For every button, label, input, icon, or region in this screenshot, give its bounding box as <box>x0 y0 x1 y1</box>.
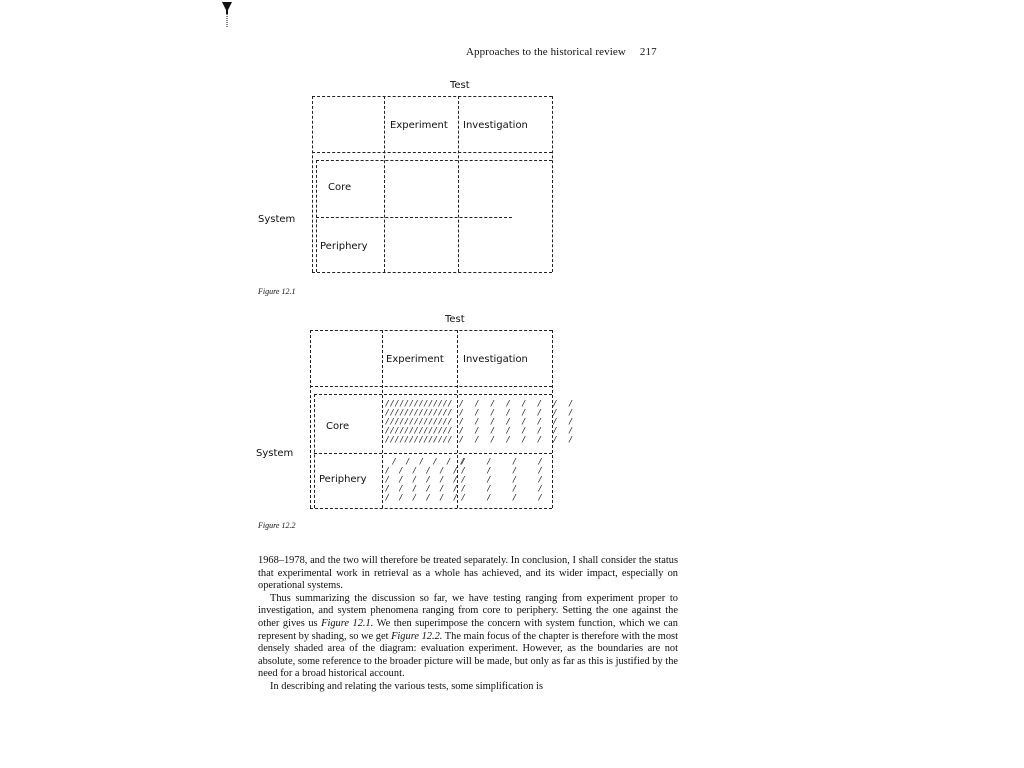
figure2-col-experiment: Experiment <box>386 354 444 365</box>
figure1-system-label: System <box>258 214 296 225</box>
scan-corner-mark <box>222 2 232 28</box>
figure1-border-bottom <box>312 272 552 273</box>
figure1-col-divider-1 <box>384 96 385 272</box>
figure2-row-divider <box>314 453 552 454</box>
figure2-border-top <box>310 330 552 331</box>
figure2-system-label: System <box>256 448 294 459</box>
figure1-border-right <box>552 96 553 272</box>
paragraph-3: In describing and relating the various tests, some simplification is <box>270 680 543 692</box>
figure1-row-periphery: Periphery <box>320 241 368 252</box>
figure2-shading-periphery-experiment: / / / / / / / / / / / / / / / / / / / / / / / / / / / / / / <box>385 457 467 502</box>
figure1-col-investigation: Investigation <box>463 120 528 131</box>
figure2-col-investigation: Investigation <box>463 354 528 365</box>
page-number: 217 <box>639 46 657 58</box>
figure1-test-label: Test <box>450 80 470 91</box>
figure2-row-core: Core <box>326 421 350 432</box>
figure2-row-periphery: Periphery <box>319 474 367 485</box>
paragraph-1: 1968–1978, and the two will therefore be treated separately. In conclusion, I shall consider the status that experimental work in retrieval as a whole has achieved, and its wider impact, especially on operational systems. <box>258 555 678 592</box>
figure1-col-experiment: Experiment <box>390 120 448 131</box>
figure2-shading-core-investigation: / / / / / / / / / / / / / / / / / / / / / / / / / / / / / / / / / / / / / / / / <box>459 399 577 444</box>
figure-12-1-reference: Figure 12.1. <box>321 617 374 629</box>
paragraph-2 <box>258 593 678 681</box>
figure2-shading-periphery-investigation: / / / / / / / / / / / / / / / / / / / / <box>461 457 551 502</box>
figure1-row-core: Core <box>328 182 352 193</box>
figure1-inner-left <box>316 160 317 272</box>
paragraph-2-part-b: We then superimpose the concern with system function, which we can represent by shading, so we get <box>258 617 678 642</box>
figure2-test-label: Test <box>445 314 465 325</box>
figure1-border-left <box>312 96 313 272</box>
figure2-col-divider-1 <box>382 330 383 508</box>
figure-12-2-reference: Figure 12.2. <box>391 630 443 642</box>
figure2-inner-left <box>314 394 315 508</box>
figure2-shading-core-experiment: ////////////// ////////////// ////////////// ////////////// ////////////// <box>385 399 453 444</box>
body-text <box>258 555 678 694</box>
figure1-caption: Figure 12.1 <box>258 287 296 296</box>
figure2-border-left <box>310 330 311 508</box>
figure1-col-divider-2 <box>458 96 459 272</box>
paragraph-2-part-a: Thus summarizing the discussion so far, we have testing ranging from experiment proper to investigation, and system phenomena ranging from core to periphery. Setting the one against the other gives us <box>258 592 678 629</box>
figure2-border-bottom <box>310 508 552 509</box>
figure1-row-divider <box>316 217 512 218</box>
running-head-title: Approaches to the historical review <box>466 46 626 58</box>
figure2-header-line-2 <box>314 394 552 395</box>
figure2-caption: Figure 12.2 <box>258 521 296 530</box>
figure1-header-line-2 <box>316 160 552 161</box>
running-head <box>466 46 657 58</box>
paragraph-2-part-c: The main focus of the chapter is therefore with the most densely shaded area of the diagram: evaluation experiment. However, as the boundaries are not absolute, some reference to the broader picture will be made, but only as far as this is justified by the need for a broad historical account. <box>258 630 678 680</box>
figure1-border-top <box>312 96 552 97</box>
figure1-header-line <box>312 152 552 153</box>
figure2-header-line <box>310 386 552 387</box>
